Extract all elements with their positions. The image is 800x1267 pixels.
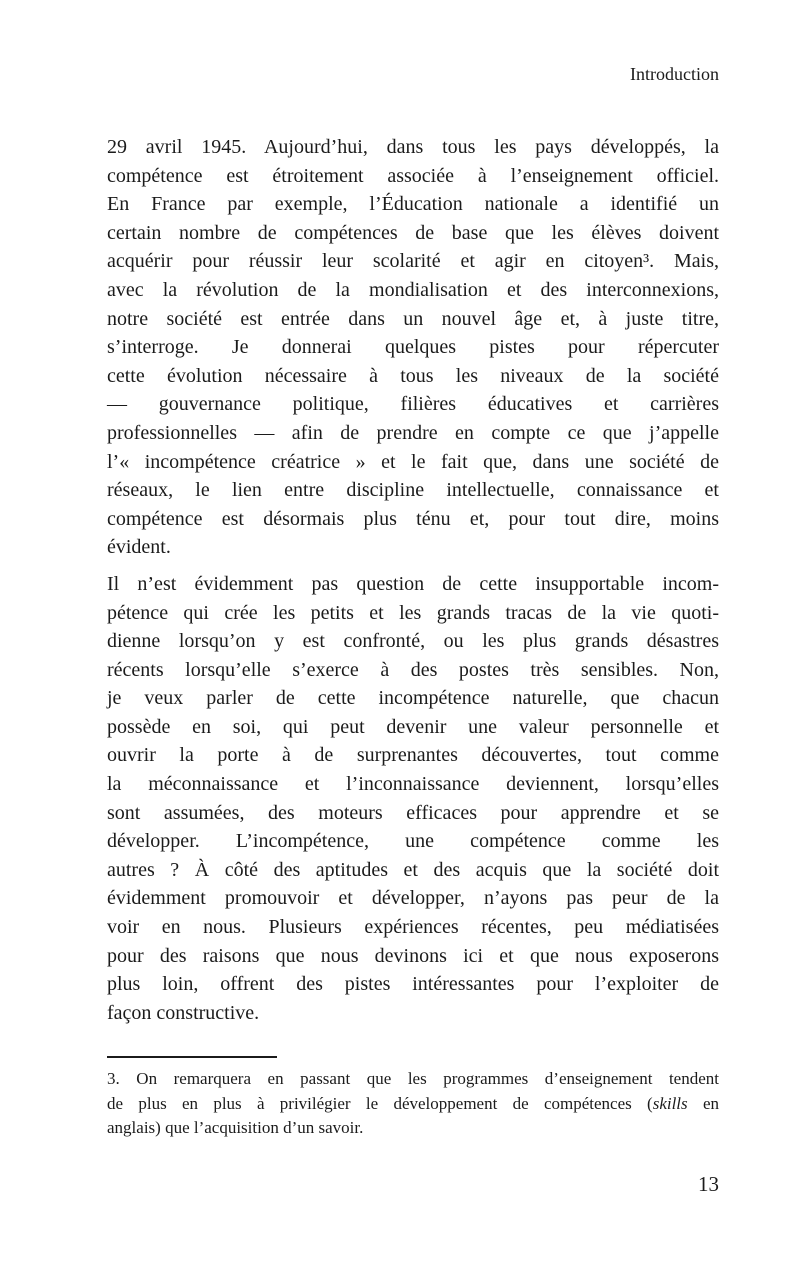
footnote-line bbox=[107, 1092, 719, 1117]
footnote-italic-term: skills bbox=[652, 1093, 688, 1113]
text-line: façon constructive. bbox=[107, 1001, 260, 1024]
text-line: cette évolution nécessaire à tous les niveaux de la société bbox=[107, 364, 719, 387]
text-line: — gouvernance politique, filières éducatives et carrières bbox=[107, 393, 719, 416]
text-line: évidemment promouvoir et développer, n’ayons pas peur de la bbox=[107, 887, 719, 910]
text-line: compétence est étroitement associée à l’enseignement officiel. bbox=[107, 164, 719, 187]
text-line: acquérir pour réussir leur scolarité et agir en citoyen³. Mais, bbox=[107, 250, 719, 273]
text-line: récents lorsqu’elle s’exerce à des postes très sensibles. Non, bbox=[107, 658, 719, 681]
text-line: possède en soi, qui peut devenir une valeur personnelle et bbox=[107, 715, 719, 738]
footnote bbox=[107, 1056, 719, 1141]
text-line: dienne lorsqu’on y est confronté, ou les plus grands désastres bbox=[107, 630, 719, 653]
text-line: compétence est désormais plus ténu et, pour tout dire, moins bbox=[107, 507, 719, 530]
text-line: certain nombre de compétences de base que les élèves doivent bbox=[107, 221, 719, 244]
footnote-text: en bbox=[687, 1093, 719, 1113]
text-line: pétence qui crée les petits et les grands tracas de la vie quoti- bbox=[107, 601, 719, 624]
text-line: plus loin, offrent des pistes intéressantes pour l’exploiter de bbox=[107, 973, 719, 996]
paragraph-1 bbox=[107, 133, 719, 562]
text-line: notre société est entrée dans un nouvel âge et, à juste titre, bbox=[107, 307, 719, 330]
text-line: voir en nous. Plusieurs expériences récentes, peu médiatisées bbox=[107, 916, 719, 939]
footnote-rule bbox=[107, 1056, 277, 1058]
text-line: En France par exemple, l’Éducation nationale a identifié un bbox=[107, 193, 719, 216]
text-block bbox=[107, 0, 719, 1267]
footnote-line: 3. On remarquera en passant que les programmes d’enseignement tendent bbox=[107, 1069, 719, 1088]
text-line: 29 avril 1945. Aujourd’hui, dans tous les pays développés, la bbox=[107, 136, 719, 158]
text-line: je veux parler de cette incompétence naturelle, que chacun bbox=[107, 687, 719, 710]
text-line: avec la révolution de la mondialisation et des interconnexions, bbox=[107, 278, 719, 301]
text-line: la méconnaissance et l’inconnaissance deviennent, lorsqu’elles bbox=[107, 773, 719, 796]
running-header: Introduction bbox=[630, 64, 719, 84]
text-line: professionnelles — afin de prendre en compte ce que j’appelle bbox=[107, 421, 719, 444]
text-line: ouvrir la porte à de surprenantes découvertes, tout comme bbox=[107, 744, 719, 767]
text-line: l’« incompétence créatrice » et le fait que, dans une société de bbox=[107, 450, 719, 473]
footnote-text: de plus en plus à privilégier le développement de compétences ( bbox=[107, 1093, 653, 1113]
text-line: autres ? À côté des aptitudes et des acquis que la société doit bbox=[107, 858, 719, 881]
paragraph-2 bbox=[107, 570, 719, 1028]
text-line: réseaux, le lien entre discipline intellectuelle, connaissance et bbox=[107, 479, 719, 502]
page-number: 13 bbox=[698, 1172, 719, 1196]
text-line: évident. bbox=[107, 536, 171, 559]
text-line: sont assumées, des moteurs efficaces pour apprendre et se bbox=[107, 801, 719, 824]
footnote-line: anglais) que l’acquisition d’un savoir. bbox=[107, 1118, 364, 1138]
text-line: développer. L’incompétence, une compétence comme les bbox=[107, 830, 719, 853]
text-line: Il n’est évidemment pas question de cette insupportable incom- bbox=[107, 572, 719, 595]
text-line: s’interroge. Je donnerai quelques pistes pour répercuter bbox=[107, 336, 719, 359]
body-text bbox=[107, 133, 719, 1027]
text-line: pour des raisons que nous devinons ici et que nous exposerons bbox=[107, 944, 719, 967]
